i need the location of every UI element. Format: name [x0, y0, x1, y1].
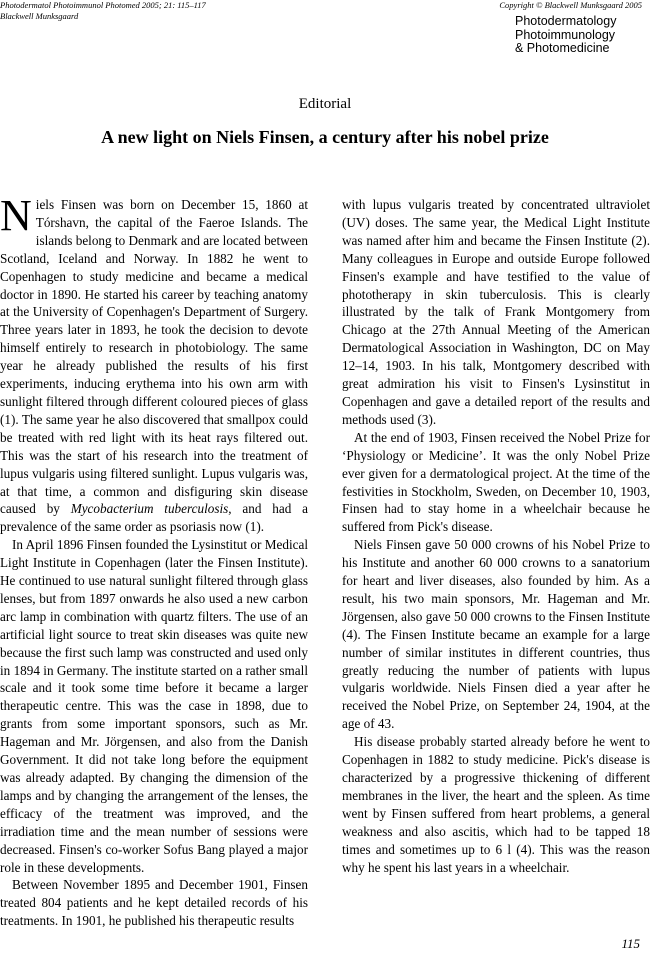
paragraph: Between November 1895 and December 1901, Finsen treated 804 patients and he kept detailed records of his treatments. In 1901, he published his therapeutic results: [0, 877, 308, 929]
paragraph-text: , and had a prevalence of the same order as psoriasis now (1).: [0, 501, 308, 535]
paragraph-text: iels Finsen was born on December 15, 1860 at Tórshavn, the capital of the Faeroe Islands. The islands belong to Denmark and are located between Scotland, Iceland and Norway. In 1882 he went to Copenhagen to study medicine and became a medical doctor in 1890. He started his career by teaching anatomy at the University of Copenhagen's Department of Surgery. Three years later in 1893, he took the decision to devote himself entirely to research in photobiology. The same year he already published the results of his first experiments, inducing erythema into his own arm with sunlight filtered through different coloured pieces of glass (1). The same year he also discovered that smallpox could be treated with red light with its heat rays filtered out. This was the start of his research into the treatment of lupus vulgaris using filtered sunlight. Lupus vulgaris was, at that time, a common and disfiguring skin disease caused by: [0, 197, 308, 517]
article-type: Editorial: [298, 96, 352, 112]
citation-line: Photodermatol Photoimmunol Photomed 2005; 21: 115–117: [0, 0, 206, 10]
journal-logo-line: Photoimmunology: [515, 27, 616, 42]
page-number: 115: [621, 936, 640, 951]
body-column-right: [342, 196, 650, 876]
paragraph-continued: with lupus vulgaris treated by concentrated ultraviolet (UV) doses. The same year, the Medical Light Institute was named after him and became the Finsen Institute (2). Many colleagues in Europe and outside Europe followed Finsen's example and have testified to the value of phototherapy in skin tuberculosis. This is clearly illustrated by the talk of Frank Montgomery from Chicago at the 27th Annual Meeting of the American Dermatological Association in Washington, DC on May 12–14, 1903. In his talk, Montgomery described with great admiration his visit to Finsen's Lysinstitut in Copenhagen and gave a detailed report of the results and methods used (3).: [342, 197, 650, 427]
paragraph: In April 1896 Finsen founded the Lysinstitut or Medical Light Institute in Copenhagen (later the Finsen Institute). He continued to use natural sunlight filtered through glass lenses, but from 1897 onwards he also used a new carbon arc lamp in combination with quartz filters. The use of an artificial light source to treat skin diseases was quite new because the first such lamp was constructed and used only in 1894 in Germany. The institute started on a rather small scale and it took some time before it became a larger therapeutic centre. This was the case in 1898, due to grants from some important sponsors, such as Mr. Hageman and Mr. Jörgensen, and also from the Danish Government. It did not take long before the equipment was already adapted. By changing the dimension of the lamps and by changing the arrangement of the lenses, the efficacy of the treatment was improved, and the irradiation time and the mean number of sessions were decreased. Finsen's co-worker Sofus Bang played a major role in these developments.: [0, 537, 308, 875]
journal-logo: [515, 15, 645, 56]
paragraph: His disease probably started already before he went to Copenhagen in 1882 to study medicine. Pick's disease is characterized by a progressive thickening of different membranes in the liver, the heart and the spleen. As time went by Finsen suffered from heart problems, a general weakness and also ascitis, which had to be tapped 18 times and sometimes up to 6 l (4). This was the reason why he spent his last years in a wheelchair.: [342, 734, 650, 875]
publisher-line: Blackwell Munksgaard: [0, 10, 79, 21]
copyright-notice: Copyright © Blackwell Munksgaard 2005: [499, 0, 642, 10]
citation-header: [0, 0, 250, 21]
journal-logo-line: & Photomedicine: [515, 41, 610, 55]
journal-logo-line: Photodermatology: [515, 14, 617, 28]
paragraph: [0, 191, 308, 536]
paragraph: At the end of 1903, Finsen received the Nobel Prize for ‘Physiology or Medicine’. It was the only Nobel Prize ever given for a dermatological project. At the time of the festivities in Stockholm, Sweden, on December 10, 1903, Finsen had to stay home in a wheelchair because he suffered from Pick's disease.: [342, 429, 650, 535]
drop-cap: N: [0, 191, 32, 240]
body-column-left: [0, 191, 308, 930]
species-name: Mycobacterium tuberculosis: [70, 501, 229, 517]
article-title: A new light on Niels Finsen, a century after his nobel prize: [101, 127, 549, 147]
paragraph: Niels Finsen gave 50 000 crowns of his Nobel Prize to his Institute and another 60 000 crowns to a sanatorium for heart and liver diseases, also founded by him. As a result, his two main sponsors, Mr. Hageman and Mr. Jörgensen, also gave 50 000 crowns to the Finsen Institute (4). The Finsen Institute became an example for a large number of similar institutes in different countries, thus greatly reducing the number of patients with lupus vulgaris worldwide. Niels Finsen died a year after he received the Nobel Prize, on September 24, 1904, at the age of 43.: [342, 537, 650, 732]
